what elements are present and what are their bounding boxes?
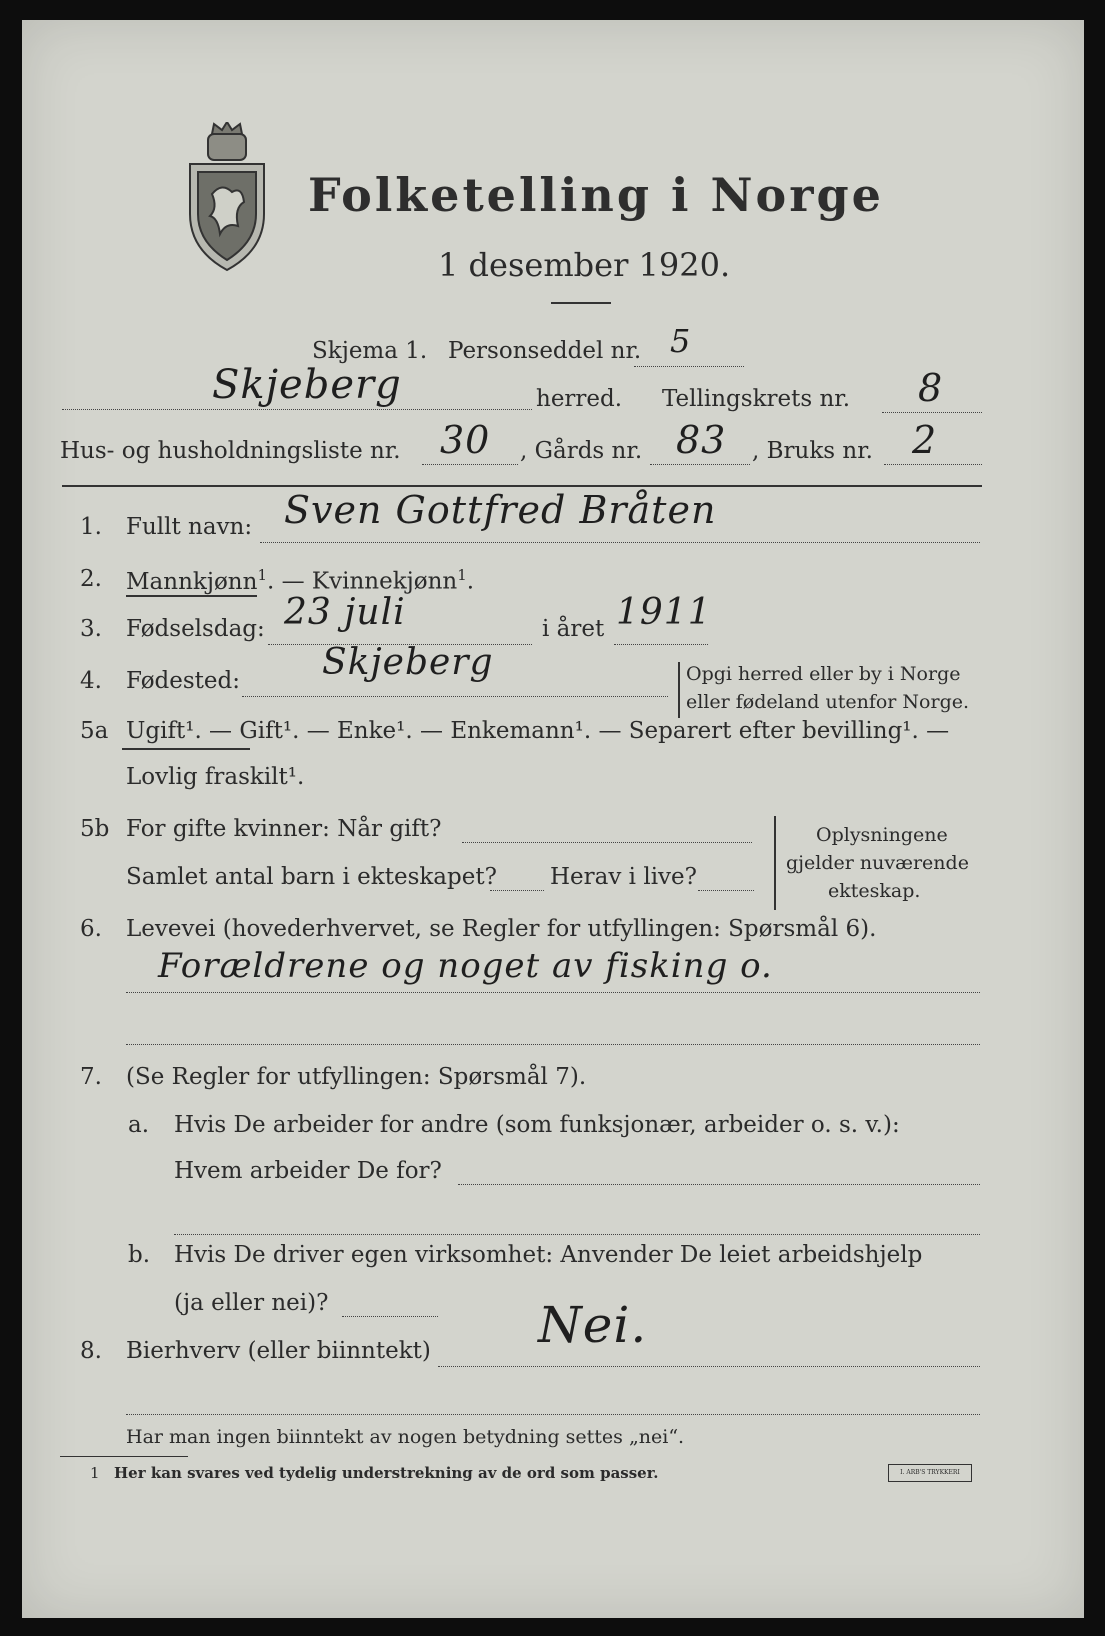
- q7b-line1: Hvis De driver egen virksomhet: Anvender De leiet arbeidshjelp: [174, 1242, 923, 1268]
- q7b-letter: b.: [128, 1242, 151, 1268]
- marital-status-divorced: Lovlig fraskilt¹.: [126, 764, 305, 790]
- q1-number: 1.: [80, 514, 102, 540]
- occupation-value: Forældrene og noget av fisking o.: [158, 946, 773, 986]
- birthplace-note-2: eller fødeland utenfor Norge.: [686, 691, 970, 713]
- title-divider: [551, 302, 611, 304]
- marital-status-options: Ugift¹. — Gift¹. — Enke¹. — Enkemann¹. — Separert efter bevilling¹. —: [126, 718, 950, 744]
- year-label: i året: [542, 616, 605, 642]
- side-income-label: Bierhverv (eller biinntekt): [126, 1338, 431, 1364]
- header-rule: [62, 485, 982, 487]
- tellingskrets-label: Tellingskrets nr.: [662, 386, 851, 412]
- footnote-text: Her kan svares ved tydelig understrekning av de ord som passer.: [114, 1464, 659, 1482]
- bruks-value: 2: [912, 418, 938, 462]
- tellingskrets-value: 8: [918, 366, 944, 410]
- q1-label: Fullt navn:: [126, 514, 253, 540]
- marriage-note-1: Oplysningene: [816, 824, 948, 846]
- q6-number: 6.: [80, 916, 102, 942]
- gards-value: 83: [676, 418, 727, 462]
- marriage-note-2: gjelder nuværende: [786, 852, 969, 874]
- side-income-value: Nei.: [538, 1296, 648, 1354]
- children-count-label: Samlet antal barn i ekteskapet?: [126, 864, 497, 890]
- q4-number: 4.: [80, 668, 102, 694]
- husliste-label: Hus- og husholdningsliste nr.: [60, 438, 401, 464]
- q4-label: Fødested:: [126, 668, 241, 694]
- census-date: 1 desember 1920.: [438, 246, 731, 284]
- birthplace-value: Skjeberg: [322, 642, 494, 683]
- full-name-value: Sven Gottfred Bråten: [284, 488, 717, 532]
- census-form: [22, 20, 1084, 1618]
- marriage-note-3: ekteskap.: [828, 880, 921, 902]
- children-alive-label: Herav i live?: [550, 864, 697, 890]
- q3-label: Fødselsdag:: [126, 616, 265, 642]
- married-when-label: For gifte kvinner: Når gift?: [126, 816, 442, 842]
- q7a-letter: a.: [128, 1112, 150, 1138]
- personseddel-label: Personseddel nr.: [448, 338, 642, 364]
- husliste-value: 30: [440, 418, 491, 462]
- birthplace-note-1: Opgi herred eller by i Norge: [686, 663, 961, 685]
- form-title: Folketelling i Norge: [308, 168, 884, 222]
- male-option: Mannkjønn: [126, 568, 258, 595]
- q3-number: 3.: [80, 616, 102, 642]
- occupation-label: Levevei (hovederhvervet, se Regler for utfyllingen: Spørsmål 6).: [126, 916, 877, 942]
- herred-label: herred.: [536, 386, 623, 412]
- coat-of-arms-icon: [184, 122, 270, 272]
- ugift-underline: [122, 748, 250, 750]
- q7a-line1: Hvis De arbeider for andre (som funksjonær, arbeider o. s. v.):: [174, 1112, 900, 1138]
- employer-label: Hvem arbeider De for?: [174, 1158, 442, 1184]
- q8-number: 8.: [80, 1338, 102, 1364]
- birthday-value: 23 juli: [284, 592, 406, 633]
- q7-number: 7.: [80, 1064, 102, 1090]
- footnote-number: 1: [90, 1464, 100, 1482]
- no-income-note: Har man ingen biinntekt av nogen betydning settes „nei“.: [126, 1426, 685, 1448]
- gards-label: , Gårds nr.: [520, 438, 643, 464]
- skjema-label: Skjema 1.: [312, 338, 428, 364]
- personseddel-value: 5: [670, 322, 692, 360]
- bruks-label: , Bruks nr.: [752, 438, 873, 464]
- q5a-number: 5a: [80, 718, 109, 744]
- q2-number: 2.: [80, 566, 102, 592]
- q5b-number: 5b: [80, 816, 110, 842]
- hired-help-label: (ja eller nei)?: [174, 1290, 329, 1316]
- birth-year-value: 1911: [616, 592, 712, 633]
- herred-value: Skjeberg: [212, 362, 402, 408]
- q7-label: (Se Regler for utfyllingen: Spørsmål 7).: [126, 1064, 587, 1090]
- printer-stamp: I. ARB'S TRYKKERI: [888, 1464, 972, 1482]
- female-option: Kvinnekjønn: [311, 568, 458, 595]
- q2-options: Mannkjønn$^1$. — Kvinnekjønn$^1$.: [126, 566, 475, 595]
